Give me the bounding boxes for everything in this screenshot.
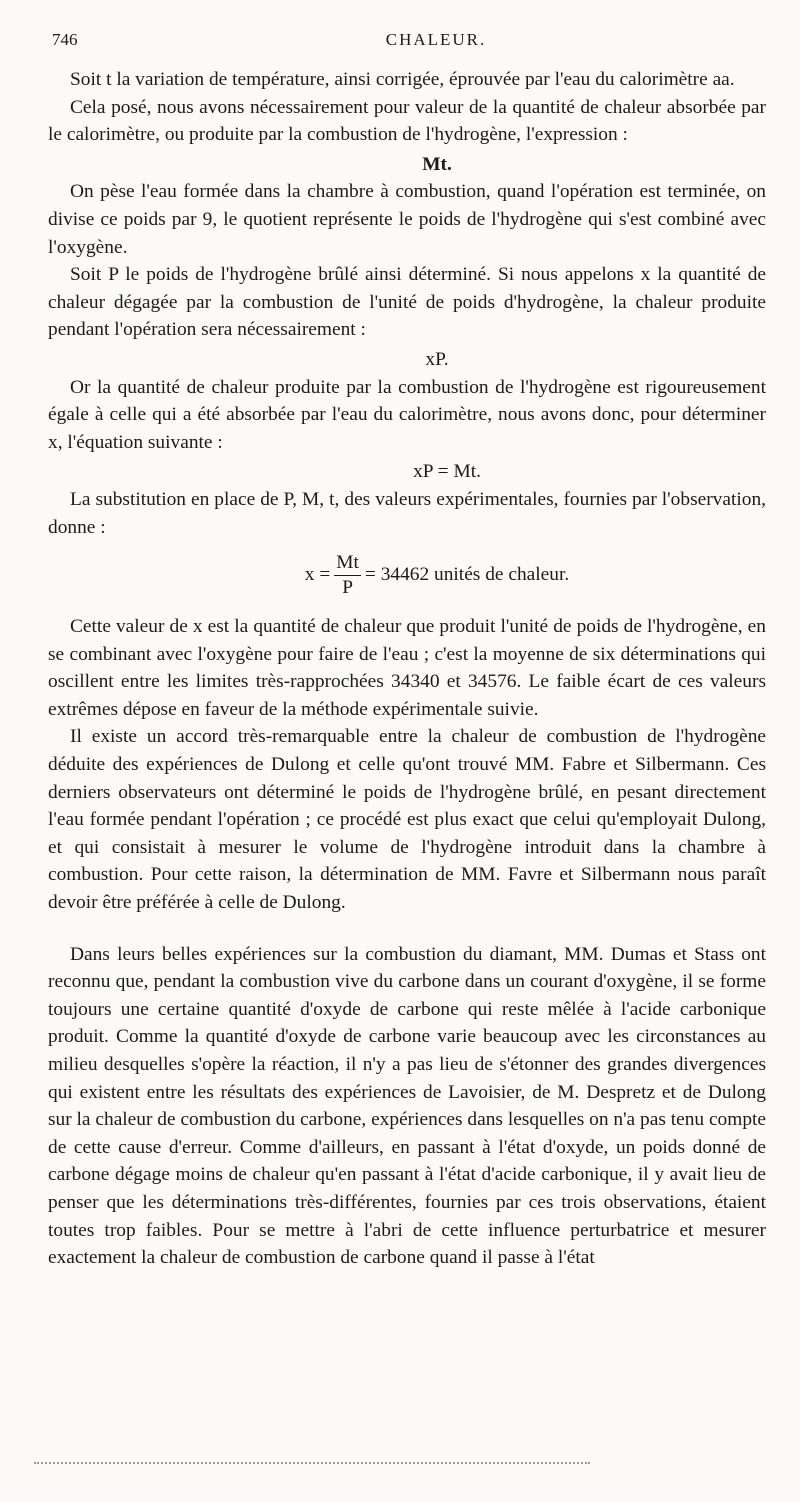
formula-xp: xP. — [425, 348, 449, 370]
fraction-numerator: Mt — [334, 551, 361, 576]
paragraph-water-weighing: On pèse l'eau formée dans la chambre à combustion, quand l'opération est terminée, on divise ce poids par 9, le quotient représente le poids de l'hydrogène qui s'est combiné avec l'oxygène. — [48, 181, 766, 258]
formula-result-rhs: = 34462 unités de chaleur. — [364, 564, 570, 586]
paragraph-equation-intro: Or la quantité de chaleur produite par la combustion de l'hydrogène est rigoureusement égale à celle qui a été absorbée par l'eau du calorimètre, nous avons donc, pour déterminer x, l'équation suivante : — [48, 376, 766, 453]
paragraph-favre-silbermann: Il existe un accord très-remarquable entre la chaleur de combustion de l'hydrogène déduite des expériences de Dulong et celle qu'ont trouvé MM. Fabre et Silbermann. Ces derniers observateurs ont déterminé le poids de l'hydrogène brûlé, en pesant directement l'eau formée pendant l'opération ; ce procédé est plus exact que celui qu'employait Dulong, et qui consistait à mesurer le volume de l'hydrogène introduit dans la chambre à combustion. Pour cette raison, la détermination de MM. Favre et Silbermann nous paraît devoir être préférée à celle de Dulong. — [48, 726, 766, 914]
paragraph-mean-value: Cette valeur de x est la quantité de chaleur que produit l'unité de poids de l'hydrogène, en se combinant avec l'oxygène pour faire de l'eau ; c'est la moyenne de six déterminations qui oscillent entre les limites très-rapprochées 34340 et 34576. Le faible écart de ces valeurs extrêmes dépose en faveur de la méthode expérimentale suivie. — [48, 616, 766, 720]
footer-rule — [34, 1462, 590, 1464]
formula-equation: xP = Mt. — [413, 461, 481, 483]
formula-mt: Mt. — [422, 153, 452, 175]
section-gap — [48, 917, 766, 941]
formula-result-lhs: x = — [304, 564, 331, 586]
body-text — [48, 66, 766, 1272]
paragraph-expression-intro: Cela posé, nous avons nécessairement pour valeur de la quantité de chaleur absorbée par le calorimètre, ou produite par la combustion de l'hydrogène, l'expression : — [48, 96, 766, 146]
running-head — [52, 30, 760, 54]
paragraph-diamond-combustion: Dans leurs belles expériences sur la combustion du diamant, MM. Dumas et Stass ont reconnu que, pendant la combustion vive du carbone dans un courant d'oxygène, il se forme toujours une certaine quantité d'oxyde de carbone qui reste mêlée à l'acide carbonique produit. Comme la quantité d'oxyde de carbone varie beaucoup avec les circonstances au milieu desquelles s'opère la réaction, il n'y a pas lieu de s'étonner des grandes divergences qui existent entre les résultats des expériences de Lavoisier, de M. Despretz et de Dulong sur la chaleur de combustion du carbone, expériences dans lesquelles on n'a pas tenu compte de cette cause d'erreur. Comme d'ailleurs, en passant à l'état d'oxyde, un poids donné de carbone dégage moins de chaleur qu'en passant à l'état d'acide carbonique, il y avait lieu de penser que les déterminations très-différentes, fournies par ces trois observations, étaient toutes trop faibles. Pour se mettre à l'abri de cette influence perturbatrice et mesurer exactement la chaleur de combustion de carbone quand il passe à l'état — [48, 943, 767, 1269]
paragraph-substitution: La substitution en place de P, M, t, des valeurs expérimentales, fournies par l'observation, donne : — [48, 488, 766, 538]
running-title: CHALEUR. — [385, 30, 487, 49]
fraction-denominator: P — [342, 576, 353, 598]
paragraph-temperature-variation: Soit t la variation de température, ainsi corrigée, éprouvée par l'eau du calorimètre aa. — [70, 69, 735, 90]
fraction — [334, 551, 361, 600]
paragraph-hydrogen-weight: Soit P le poids de l'hydrogène brûlé ainsi déterminé. Si nous appelons x la quantité de chaleur dégagée par la combustion de l'unité de poids d'hydrogène, la chaleur produite pendant l'opération sera nécessairement : — [48, 264, 766, 341]
formula-result — [48, 547, 766, 603]
page-number: 746 — [52, 30, 78, 49]
